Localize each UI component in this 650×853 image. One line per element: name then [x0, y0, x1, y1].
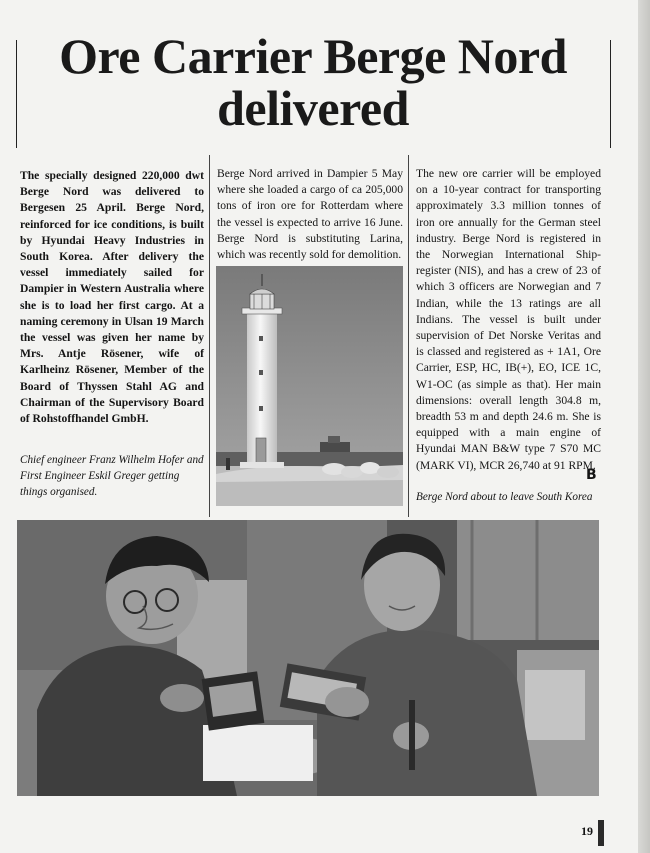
headline: Ore Carrier Berge Nord delivered	[59, 28, 567, 136]
page-edge-shadow	[638, 0, 650, 853]
title-rule-right	[610, 40, 611, 148]
lead-paragraph: The specially designed 220,000 dwt Berge Nord was delivered to Bergesen 25 April. Berge Nord, reinforced for ice conditions, is built by Hyundai Heavy Industries in South Korea. After delivery the vessel immediately sailed for Dampier in Western Australia where she is to load her first cargo. At a naming ceremony in Ulsan 19 March the vessel was given her name by Mrs. Antje Rösener, wife of Karlheinz Rösener, Member of the Board of Thyssen Stahl AG and Chairman of the Supervisory Board of Rohstoffhandel GmbH.	[20, 169, 204, 426]
caption-crew-photo: Chief engineer Franz Wilhelm Hofer and First Engineer Eskil Greger getting things organised.	[20, 454, 204, 498]
crew-photo	[17, 520, 599, 796]
column-divider-2	[408, 155, 409, 517]
page-number: 19	[581, 824, 593, 838]
author-signature: B	[586, 467, 597, 483]
page-number-bar	[598, 820, 604, 846]
body-paragraph-2: Berge Nord arrived in Dampier 5 May where she loaded a cargo of ca 205,000 tons of iron ore for Rotterdam where the vessel is expected to arrive 16 June. Berge Nord is substituting Larina, which was recently sold for demolition.	[217, 167, 403, 262]
column-divider-1	[209, 155, 210, 517]
body-paragraph-3: The new ore carrier will be employed on a 10-year contract for transporting approximately 3.3 million tonnes of iron ore annually for the German steel industry. Berge Nord is registered in the Norwegian International Ship-register (NIS), and has a crew of 23 of which 3 officers are Norwegian and 7 Indian, while the 13 ratings are all Indians. The vessel is built under supervision of Det Norske Veritas and is classed and registered as + 1A1, Ore Carrier, ESP, HC, IB(+), EO, ICE 1C, W1-OC (as simple as that). Her main dimensions: overall length 304.8 m, breadth 53 m and depth 24.6 m. She is equipped with a main engine of Hyundai MAN B&W type 7 S70 MC (MARK VI), MCR 26,740 at 91 RPM.	[416, 167, 601, 472]
lighthouse-photo	[216, 266, 403, 506]
title-rule-left	[16, 40, 17, 148]
caption-lighthouse-photo: Berge Nord about to leave South Korea	[416, 491, 593, 503]
